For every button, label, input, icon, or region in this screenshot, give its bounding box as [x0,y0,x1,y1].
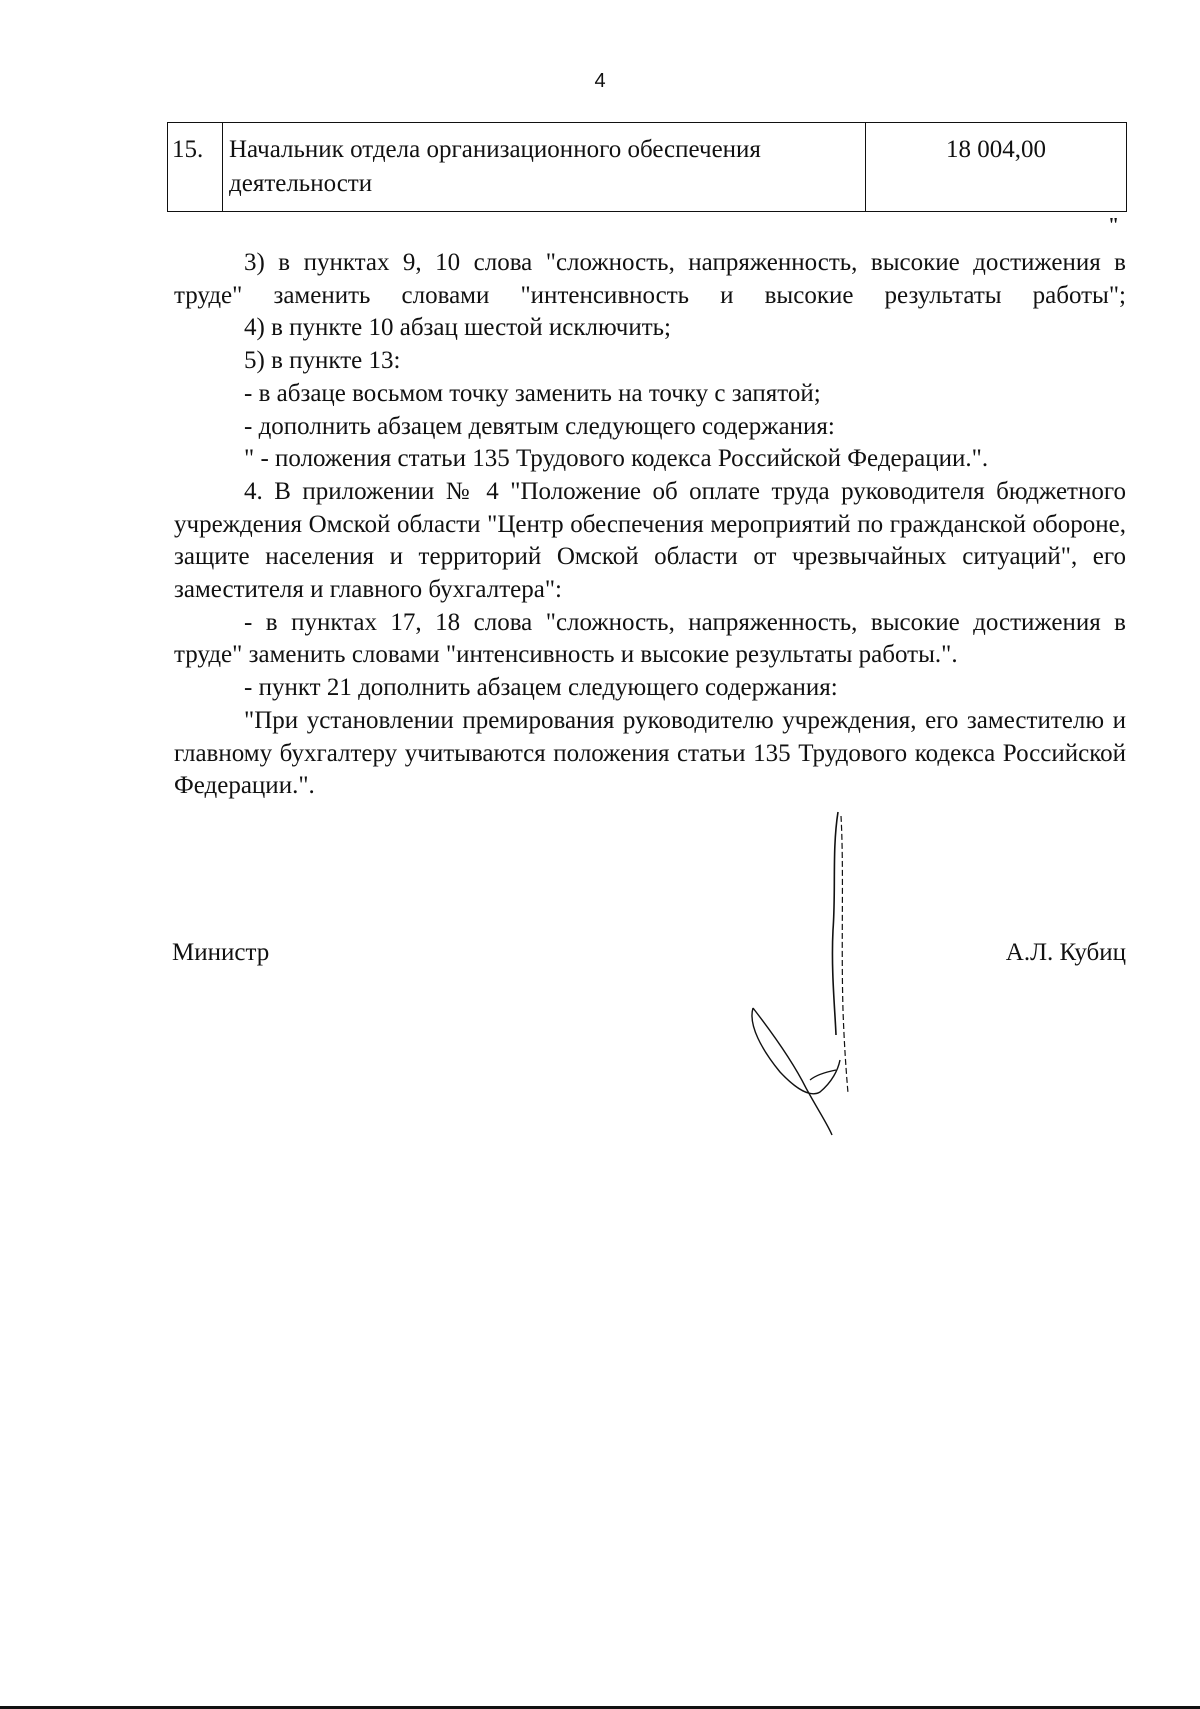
paragraph-item-4: 4) в пункте 10 абзац шестой исключить; [244,314,671,342]
signer-title: Министр [172,939,270,966]
paragraph-item-3: 3) в пунктах 9, 10 слова "сложность, напряженность, высокие достижения в труде" заменить словами "интенсивность и высокие результаты работы"; [174,249,1126,309]
position-cell: Начальник отдела организационного обеспечения деятельности [223,123,866,212]
paragraph-sub-4: - пункт 21 дополнить абзацем следующего содержания: [244,674,838,702]
page-number: 4 [594,70,606,92]
paragraph-bonus-text: "При установлении премирования руководителю учреждения, его заместителю и главному бухгалтеру учитываются положения статьи 135 Трудового кодекса Российской Федерации.". [174,706,1126,800]
signer-name: А.Л. Кубиц [1005,939,1126,966]
table-row [168,123,1127,212]
paragraph-item-5: 5) в пункте 13: [244,347,401,375]
amount-cell: 18 004,00 [866,123,1127,212]
paragraph-sub-3: - в пунктах 17, 18 слова "сложность, напряженность, высокие достижения в труде" заменить словами "интенсивность и высокие результаты работы.". [174,608,1126,669]
table-closing-quote: " [1108,214,1120,236]
paragraph-section-4: 4. В приложении № 4 "Положение об оплате труда руководителя бюджетного учреждения Омской области "Центр обеспечения мероприятий по гражданской обороне, защите населения и территорий Омской области от чрезвычайных ситуаций", его заместителя и главного бухгалтера": [174,477,1126,604]
paragraph-sub-2: - дополнить абзацем девятым следующего содержания: [244,412,835,440]
document-body [174,247,1126,803]
row-number-cell: 15. [168,123,223,212]
paragraph-quote: " - положения статьи 135 Трудового кодекса Российской Федерации.". [244,445,989,473]
handwritten-signature [740,810,860,1140]
salary-table [167,122,1127,212]
paragraph-sub-1: - в абзаце восьмом точку заменить на точку с запятой; [244,379,821,407]
